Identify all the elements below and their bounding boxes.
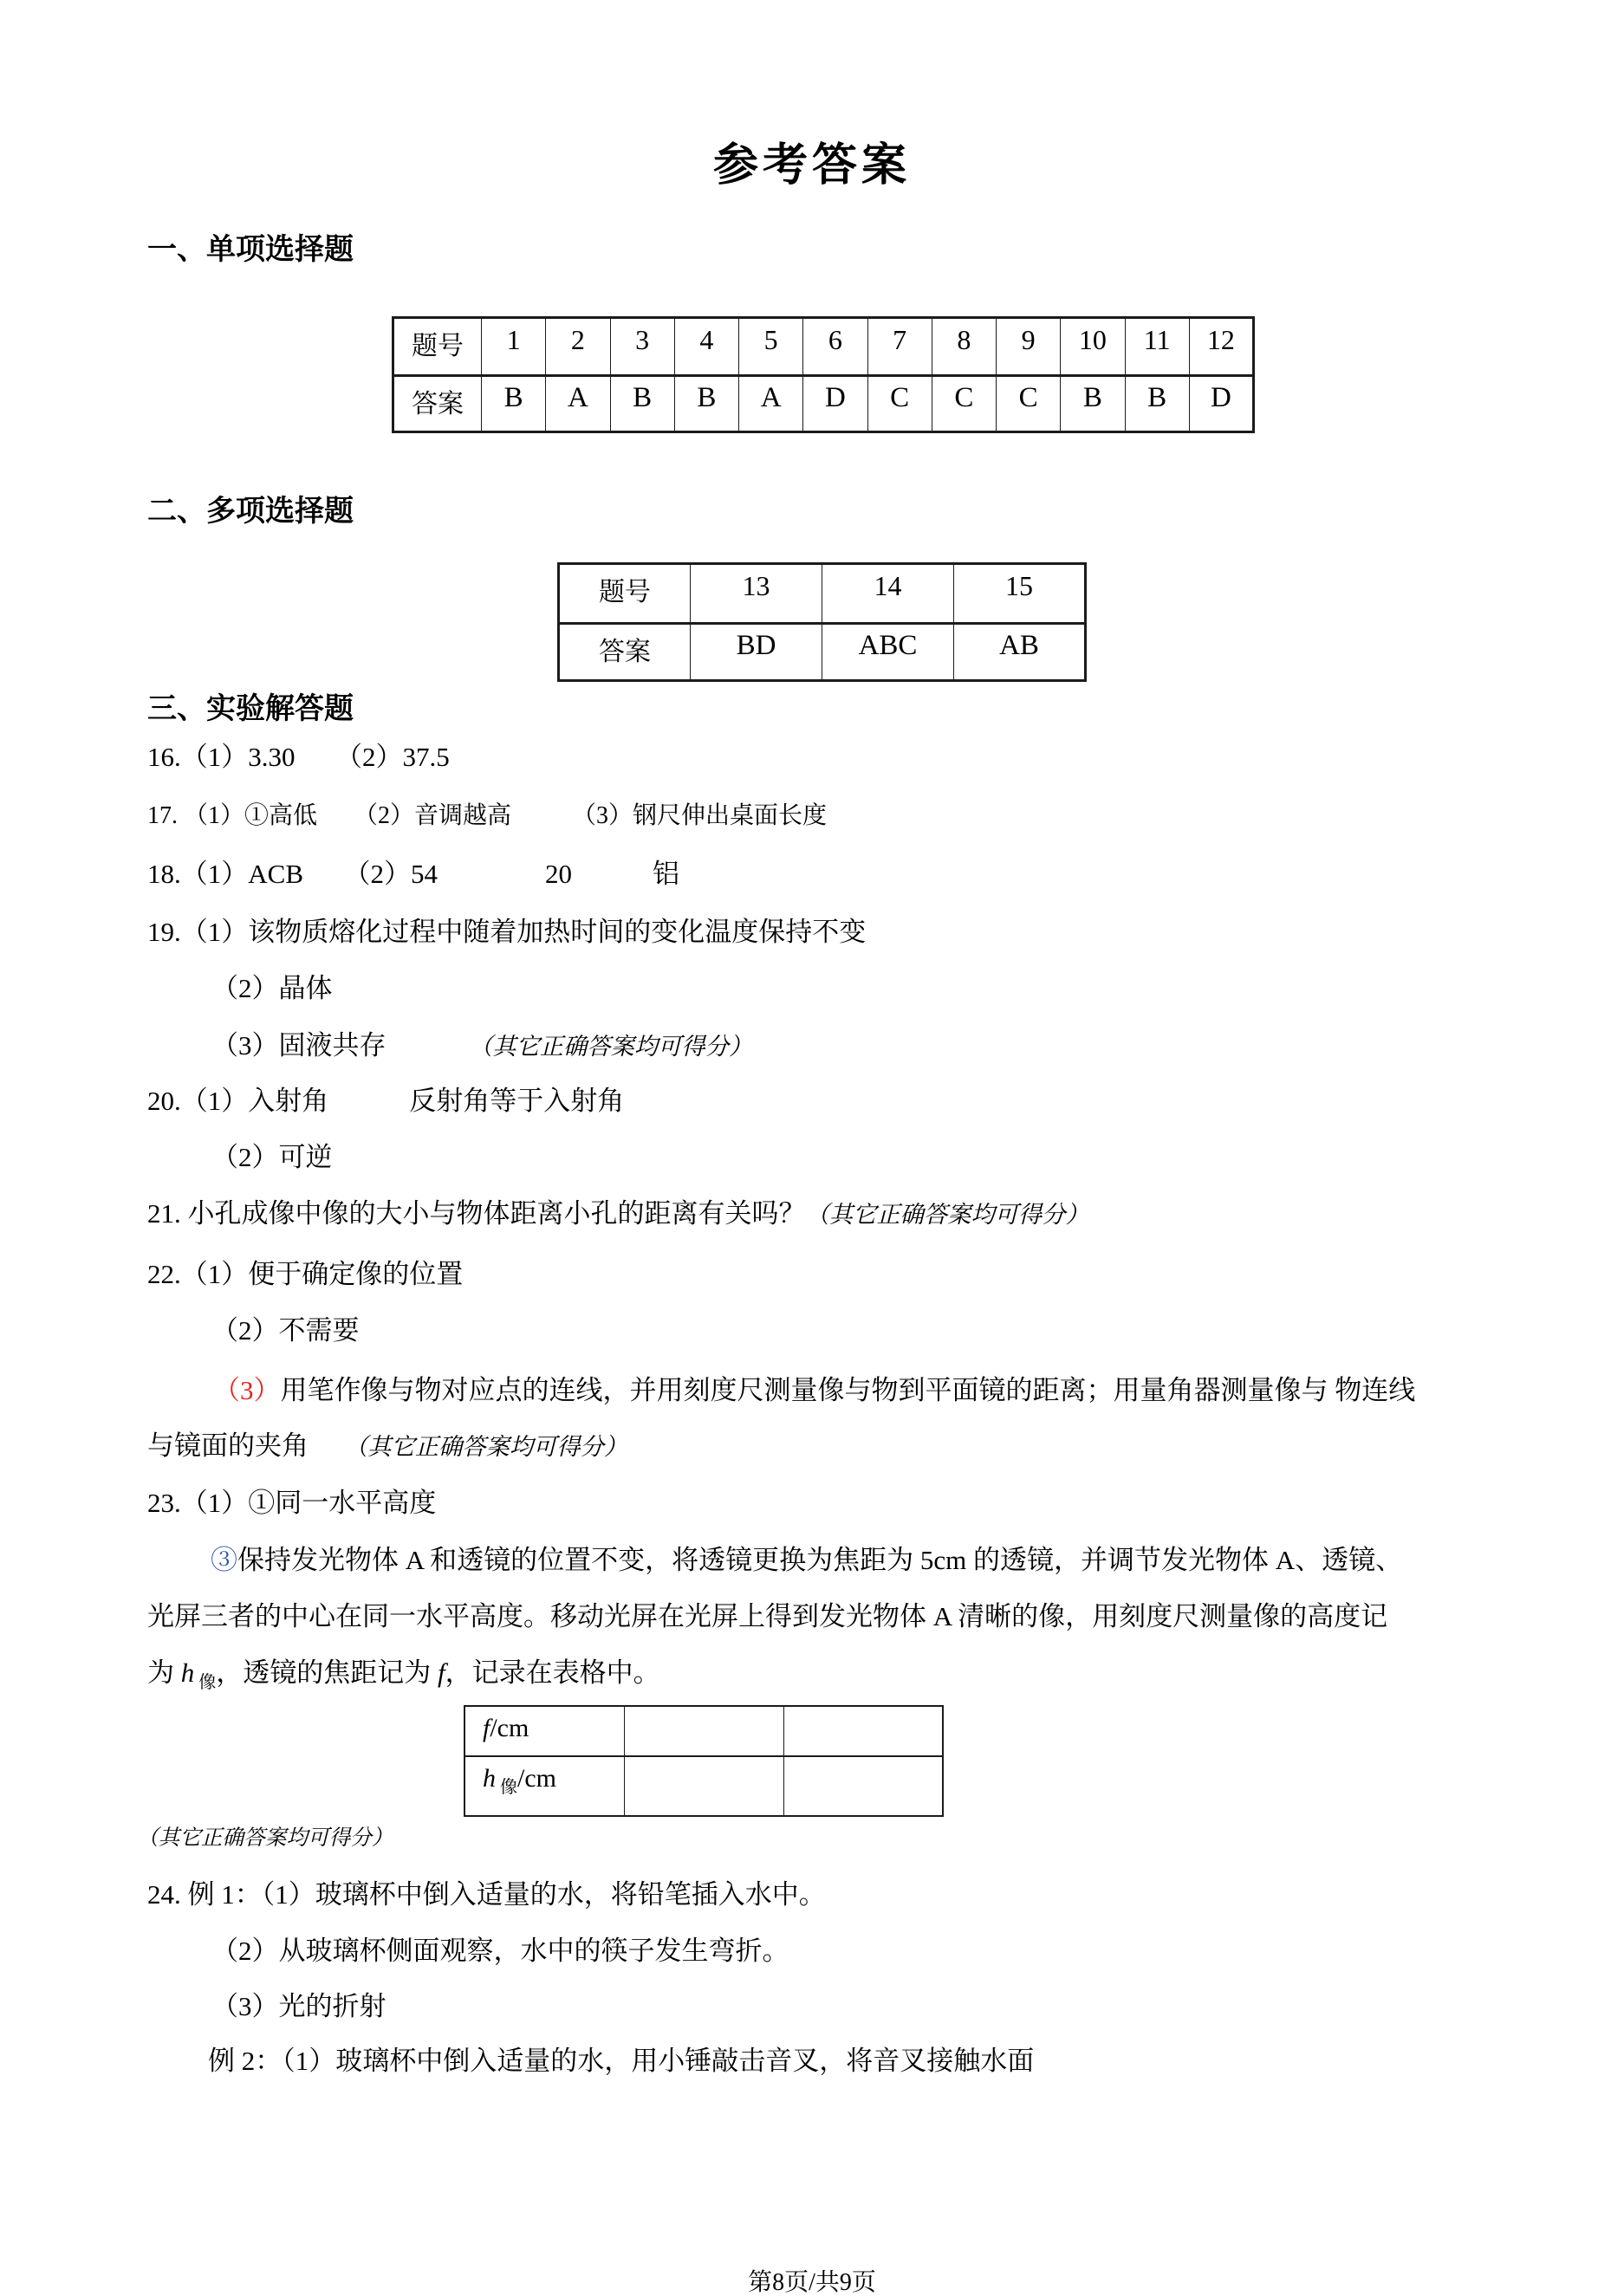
answer-line-8 — [211, 1141, 333, 1175]
table1-number-cell: 4 — [674, 318, 738, 376]
answer-line-14-text: 23.（1）①同一水平高度 — [147, 1488, 437, 1518]
answer-line-15 — [211, 1544, 1402, 1578]
multi-choice-answer-table — [557, 562, 1087, 682]
table3-label-i: f — [483, 1714, 490, 1742]
answer-line-9 — [147, 1197, 1089, 1231]
answer-line-5-text: （2）晶体 — [211, 973, 333, 1003]
table1-row-label: 答案 — [393, 376, 482, 432]
page-number: 第8页/共9页 — [748, 2269, 876, 2296]
table1-number-cell: 9 — [997, 318, 1061, 376]
table2-answer-cell: ABC — [822, 624, 954, 681]
answer-line-21-text: （3）光的折射 — [211, 1991, 387, 2021]
answer-line-17 — [147, 1657, 660, 1694]
answer-line-18 — [137, 1822, 393, 1852]
answer-line-15-text: 保持发光物体 A 和透镜的位置不变，将透镜更换为焦距为 5cm 的透镜，并调节发光物体 A、透镜、 — [237, 1545, 1403, 1575]
answer-line-21 — [211, 1990, 387, 2024]
answer-line-7 — [147, 1085, 624, 1119]
table2-number-cell: 14 — [822, 564, 954, 624]
table3-empty-cell — [624, 1706, 783, 1756]
answer-line-3-text: 18.（1）ACB （2）54 20 铝 — [147, 859, 679, 889]
table1-answer-cell: C — [997, 376, 1061, 432]
answer-line-22 — [208, 2045, 1034, 2079]
answer-line-13 — [147, 1430, 627, 1463]
answer-line-9-k: （其它正确答案均可得分） — [805, 1202, 1089, 1228]
table3-label-i: h — [483, 1764, 496, 1793]
focal-length-record-table — [464, 1705, 944, 1817]
table2-answer-cell: BD — [691, 624, 822, 681]
table1-number-cell: 2 — [546, 318, 610, 376]
answer-line-2 — [147, 801, 827, 831]
table1-answer-cell: B — [674, 376, 738, 432]
table3-label-text: /cm — [517, 1764, 556, 1793]
table1-number-cell: 6 — [803, 318, 867, 376]
answer-line-17-text: ，透镜的焦距记为 — [216, 1657, 438, 1688]
answer-line-1 — [147, 741, 450, 775]
answer-line-6-text: （3）固液共存 — [211, 1030, 387, 1060]
table1-number-cell: 1 — [482, 318, 546, 376]
table1-answer-cell: C — [867, 376, 932, 432]
section-3-heading: 三、实验解答题 — [147, 692, 354, 725]
table2-number-cell: 15 — [954, 564, 1086, 624]
table1-answer-cell: B — [1061, 376, 1125, 432]
table3-label-text: /cm — [490, 1714, 529, 1742]
answer-line-4 — [147, 916, 866, 950]
answer-line-10 — [147, 1258, 463, 1292]
answer-line-17-i: f — [438, 1657, 445, 1688]
answer-line-6 — [211, 1029, 752, 1063]
table1-answer-cell: B — [482, 376, 546, 432]
table1-number-cell: 5 — [739, 318, 803, 376]
table1-answer-cell: D — [1189, 376, 1253, 432]
table3-row-label — [464, 1706, 624, 1756]
table2-row-label: 答案 — [559, 624, 691, 681]
answer-line-4-text: 19.（1）该物质熔化过程中随着加热时间的变化温度保持不变 — [147, 917, 867, 947]
table1-number-cell: 3 — [610, 318, 674, 376]
table2-number-row — [559, 564, 1086, 624]
answer-line-16 — [147, 1600, 1387, 1634]
answer-line-17-text: ，记录在表格中。 — [445, 1657, 660, 1688]
section-1-heading: 一、单项选择题 — [147, 233, 354, 266]
table1-answer-cell: C — [932, 376, 996, 432]
table1-answer-cell: B — [610, 376, 674, 432]
answer-line-20-text: （2）从玻璃杯侧面观察，水中的筷子发生弯折。 — [211, 1936, 789, 1966]
page-title: 参考答案 — [712, 140, 911, 191]
answer-line-16-text: 光屏三者的中心在同一水平高度。移动光屏在光屏上得到发光物体 A 清晰的像，用刻度尺测量像的高度记 — [147, 1601, 1388, 1631]
answer-line-11-text: （2）不需要 — [211, 1315, 360, 1346]
section-2-heading: 二、多项选择题 — [147, 495, 354, 528]
table1-number-cell: 12 — [1189, 318, 1253, 376]
answer-line-15-b: ③ — [211, 1545, 237, 1575]
answer-line-11 — [211, 1314, 360, 1348]
answer-line-13-text: 与镜面的夹角 — [147, 1430, 309, 1461]
table3-empty-cell — [624, 1756, 783, 1816]
table1-number-cell: 8 — [932, 318, 996, 376]
single-choice-answer-table — [392, 316, 1255, 433]
table1-row-label: 题号 — [393, 318, 482, 376]
answer-line-20 — [211, 1935, 789, 1968]
table1-answer-cell: D — [803, 376, 867, 432]
answer-line-2-text: 17. （1）①高低 （2）音调越高 （3）钢尺伸出桌面长度 — [147, 802, 828, 829]
answer-line-17-sub: 像 — [194, 1673, 217, 1692]
answer-line-10-text: 22.（1）便于确定像的位置 — [147, 1259, 464, 1289]
table1-answer-row — [393, 376, 1254, 432]
answer-line-17-text: 为 — [147, 1657, 181, 1688]
answer-line-1-text: 16.（1）3.30 （2）37.5 — [147, 742, 450, 772]
answer-line-17-i: h — [180, 1657, 195, 1688]
table3-row-label — [464, 1756, 624, 1816]
table1-number-cell: 11 — [1125, 318, 1189, 376]
table2-answer-cell: AB — [954, 624, 1086, 681]
answer-line-6-k: （其它正确答案均可得分） — [386, 1034, 753, 1060]
answer-line-14 — [147, 1487, 436, 1521]
table3-empty-cell — [783, 1756, 943, 1816]
answer-line-12 — [213, 1374, 1415, 1408]
table3-empty-cell — [783, 1706, 943, 1756]
table2-row-label: 题号 — [559, 564, 691, 624]
table2-answer-row — [559, 624, 1086, 681]
answer-line-5 — [211, 972, 333, 1006]
answer-line-8-text: （2）可逆 — [211, 1142, 333, 1172]
table3-h-row — [464, 1756, 943, 1816]
table1-number-cell: 10 — [1061, 318, 1125, 376]
table2-number-cell: 13 — [691, 564, 822, 624]
answer-line-22-text: 例 2：（1）玻璃杯中倒入适量的水，用小锤敲击音叉，将音叉接触水面 — [208, 2046, 1035, 2076]
table1-answer-cell: B — [1125, 376, 1189, 432]
answer-line-12-r: （3） — [213, 1375, 281, 1405]
answer-line-18-k: （其它正确答案均可得分） — [137, 1826, 393, 1850]
answer-line-19 — [147, 1878, 826, 1912]
table3-label-sub: 像 — [496, 1778, 517, 1797]
table3-f-row — [464, 1706, 943, 1756]
table1-answer-cell: A — [739, 376, 803, 432]
table1-number-row — [393, 318, 1254, 376]
answer-line-19-text: 24. 例 1：（1）玻璃杯中倒入适量的水，将铅笔插入水中。 — [147, 1879, 826, 1910]
answer-line-3 — [147, 858, 679, 892]
answer-line-13-k: （其它正确答案均可得分） — [309, 1434, 628, 1460]
answer-line-7-text: 20.（1）入射角 反射角等于入射角 — [147, 1086, 625, 1116]
table1-answer-cell: A — [546, 376, 610, 432]
table1-number-cell: 7 — [867, 318, 932, 376]
answer-line-9-text: 21. 小孔成像中像的大小与物体距离小孔的距离有关吗？ — [147, 1198, 806, 1229]
answer-line-12-text: 用笔作像与物对应点的连线，并用刻度尺测量像与物到平面镜的距离；用量角器测量像与 物连线 — [280, 1375, 1416, 1405]
